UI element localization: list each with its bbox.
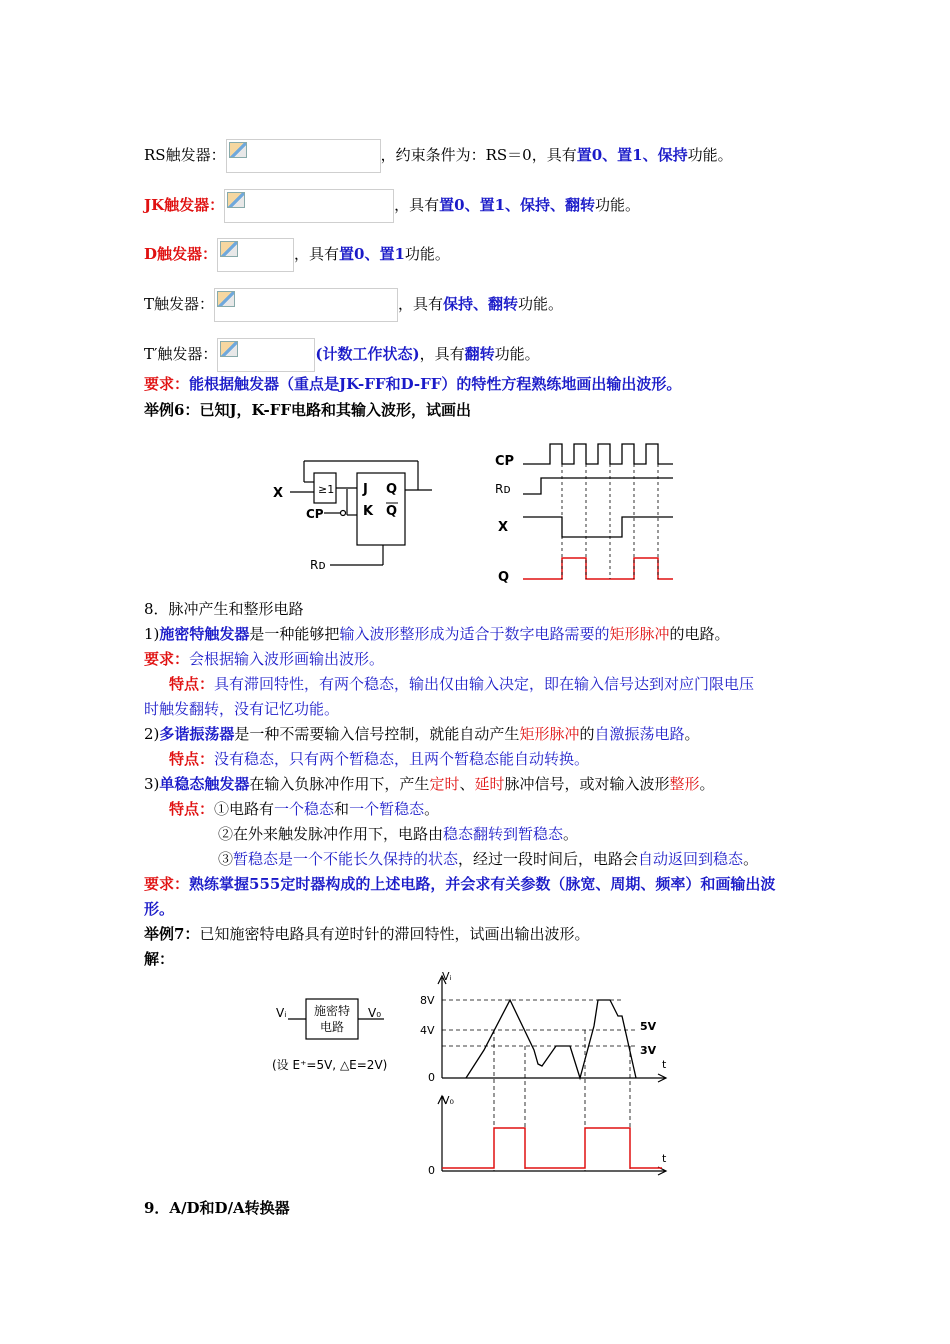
- wave-rd-label: Rᴅ: [495, 482, 511, 496]
- requirement-1: 要求：能根据触发器（重点是JK-FF和D-FF）的特性方程熟练地画出输出波形。: [144, 375, 682, 393]
- feat-monostable-3: ③暂稳态是一个不能长久保持的状态，经过一段时间后，电路会自动返回到稳态。: [218, 850, 759, 868]
- tp-line: [144, 338, 540, 372]
- q-label: Q: [386, 482, 398, 497]
- jk-label: JK触发器：: [144, 196, 225, 214]
- d-label: D触发器：: [144, 245, 218, 263]
- broken-image-icon: [227, 192, 245, 208]
- image-placeholder: [226, 139, 381, 173]
- t-label: T触发器：: [144, 295, 215, 313]
- gate-label: ≥1: [318, 483, 335, 496]
- jk-circuit-diagram: [270, 455, 440, 580]
- schmitt-block-diagram: [272, 995, 412, 1080]
- wave-q-label: Q: [498, 570, 510, 585]
- d-tail: 功能。: [404, 245, 450, 263]
- feat-monostable-2: ②在外来触发脉冲作用下，电路由稳态翻转到暂稳态。: [218, 825, 579, 843]
- image-placeholder: [217, 238, 294, 272]
- threshold-5v: 5V: [640, 1020, 657, 1033]
- t-line: [144, 288, 563, 322]
- wave-x-label: X: [498, 520, 509, 535]
- feat-multivibrator: 特点：没有稳态，只有两个暂稳态，且两个暂稳态能自动转换。: [169, 750, 590, 768]
- broken-image-icon: [220, 341, 238, 357]
- rs-text: ，约束条件为：RS＝0，具有: [380, 146, 577, 164]
- jk-tail: 功能。: [595, 196, 641, 214]
- solution-label: 解：: [144, 950, 175, 968]
- tp-paren: (计数工作状态): [315, 345, 420, 363]
- tick-4v: 4V: [420, 1024, 435, 1037]
- x-wave: [523, 517, 673, 537]
- tick-8v: 8V: [420, 994, 435, 1007]
- box-line1: 施密特: [313, 1004, 351, 1018]
- wave-vi-axis: Vᵢ: [442, 970, 452, 983]
- rs-line: [144, 139, 733, 173]
- tick-0: 0: [428, 1071, 435, 1084]
- rs-label: RS触发器：: [144, 146, 226, 164]
- p-multivibrator: 2)多谐振荡器是一种不需要输入信号控制，就能自动产生矩形脉冲的自激振荡电路。: [144, 725, 700, 743]
- vo-label: V₀: [368, 1006, 382, 1020]
- req-555-2: 形。: [144, 900, 175, 918]
- vi-wave: [466, 1000, 636, 1078]
- t-text: ，具有: [398, 295, 444, 313]
- x-label: X: [273, 486, 284, 501]
- j-label: J: [363, 482, 368, 497]
- cp-label: CP: [306, 507, 324, 521]
- rs-functions: 置0、置1、保持: [576, 146, 688, 164]
- req-555-1: 要求：熟练掌握555定时器构成的上述电路，并会求有关参数（脉宽、周期、频率）和画输出波: [144, 875, 776, 893]
- example-7: 举例7：已知施密特电路具有逆时针的滞回特性，试画出输出波形。: [144, 925, 590, 943]
- k-label: K: [363, 504, 374, 519]
- cp-wave: [523, 444, 673, 464]
- t-functions: 保持、翻转: [443, 295, 519, 313]
- broken-image-icon: [217, 291, 235, 307]
- p-monostable: 3)单稳态触发器在输入负脉冲作用下，产生定时、延时脉冲信号，或对输入波形整形。: [144, 775, 715, 793]
- image-placeholder: [224, 189, 394, 223]
- assumption-note: (设 E⁺=5V, △E=2V): [272, 1058, 388, 1072]
- broken-image-icon: [220, 241, 238, 257]
- example-6: 举例6：已知J，K-FF电路和其输入波形，试画出: [144, 401, 472, 419]
- tp-label: T′触发器：: [144, 345, 218, 363]
- rs-tail: 功能。: [687, 146, 733, 164]
- rd-label: Rᴅ: [310, 558, 326, 572]
- broken-image-icon: [229, 142, 247, 158]
- wave-vo-axis: V₀: [442, 1094, 454, 1107]
- feat-schmitt-2: 时触发翻转，没有记忆功能。: [144, 700, 340, 718]
- wave-cp-label: CP: [495, 454, 515, 469]
- q-wave: [523, 558, 673, 579]
- vi-label: Vᵢ: [276, 1006, 287, 1020]
- feat-schmitt-1: 特点：具有滞回特性，有两个稳态，输出仅由输入决定，即在输入信号达到对应门限电压: [169, 675, 755, 693]
- qbar-label: Q: [386, 504, 398, 519]
- box-line2: 电路: [319, 1020, 345, 1034]
- p-schmitt: 1)施密特触发器是一种能够把输入波形整形成为适合于数字电路需要的矩形脉冲的电路。: [144, 625, 730, 643]
- jk-functions: 置0、置1、保持、翻转: [439, 196, 596, 214]
- t-axis-2: t: [662, 1152, 667, 1165]
- section-9-title: 9．A/D和D/A转换器: [144, 1199, 290, 1217]
- t-axis-1: t: [662, 1058, 667, 1071]
- jk-text: ，具有: [394, 196, 440, 214]
- tp-text: ，具有: [419, 345, 465, 363]
- rd-wave: [523, 478, 673, 494]
- t-tail: 功能。: [518, 295, 564, 313]
- jk-line: [144, 189, 640, 223]
- image-placeholder: [214, 288, 398, 322]
- feat-monostable-1: 特点：①电路有一个稳态和一个暂稳态。: [169, 800, 440, 818]
- jk-waveforms: [493, 440, 683, 590]
- image-placeholder: [217, 338, 315, 372]
- tp-functions: 翻转: [464, 345, 495, 363]
- d-functions: 置0、置1: [339, 245, 405, 263]
- vo-wave: [442, 1128, 662, 1168]
- d-text: ，具有: [294, 245, 340, 263]
- threshold-3v: 3V: [640, 1044, 657, 1057]
- tick-o0: 0: [428, 1164, 435, 1177]
- section-8-title: 8．脉冲产生和整形电路: [144, 600, 304, 618]
- req-schmitt: 要求：会根据输入波形画输出波形。: [144, 650, 385, 668]
- d-line: [144, 238, 450, 272]
- tp-tail: 功能。: [494, 345, 540, 363]
- schmitt-waveforms: [418, 968, 678, 1183]
